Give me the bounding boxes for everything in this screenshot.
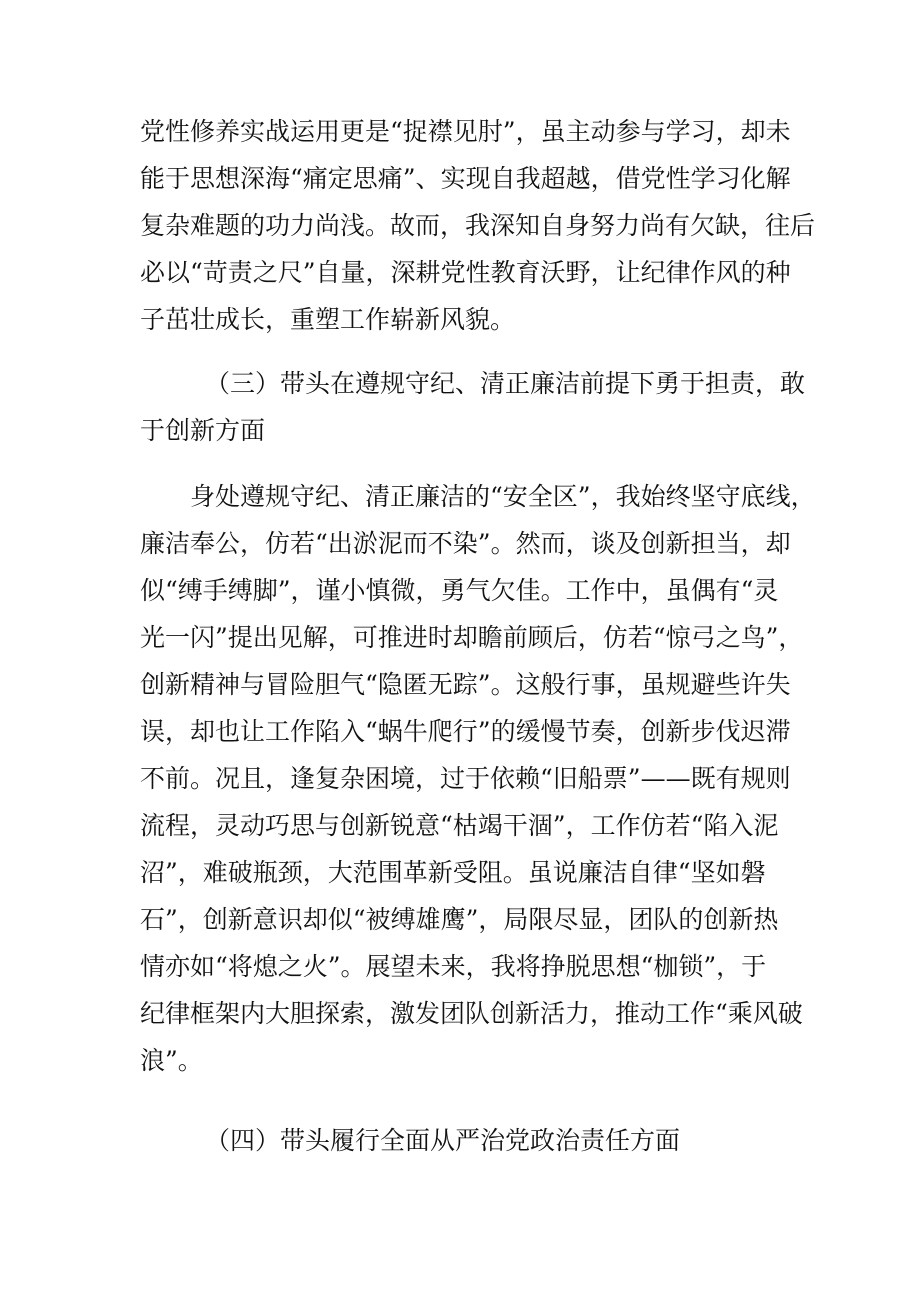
paragraph-line: 身处遵规守纪、清正廉洁的“安全区”，我始终坚守底线， — [190, 482, 816, 511]
section-heading-3-line-2: 于创新方面 — [140, 416, 266, 445]
paragraph-line: 能于思想深海“痛定思痛”、实现自我超越，借党性学习化解 — [140, 164, 791, 193]
paragraph-line: 党性修养实战运用更是“捉襟见肘”，虽主动参与学习，却未 — [140, 117, 791, 146]
paragraph-line: 创新精神与冒险胆气“隐匿无踪”。这般行事，虽规避些许失 — [140, 670, 791, 699]
section-heading-4: （四）带头履行全面从严治党政治责任方面 — [205, 1126, 681, 1155]
paragraph-line: 纪律框架内大胆探索，激发团队创新活力，推动工作“乘风破 — [140, 999, 803, 1028]
paragraph-line: 沼”，难破瓶颈，大范围革新受阻。虽说廉洁自律“坚如磐 — [140, 858, 766, 887]
paragraph-line: 廉洁奉公，仿若“出淤泥而不染”。然而，谈及创新担当，却 — [140, 529, 791, 558]
paragraph-line: 情亦如“将熄之火”。展望未来，我将挣脱思想“枷锁”，于 — [140, 952, 767, 981]
section-heading-3-line-1: （三）带头在遵规守纪、清正廉洁前提下勇于担责，敢 — [205, 369, 806, 398]
paragraph-line: 似“缚手缚脚”，谨小慎微，勇气欠佳。工作中，虽偶有“灵 — [140, 576, 779, 605]
paragraph-line: 子茁壮成长，重塑工作崭新风貌。 — [140, 305, 516, 334]
paragraph-line: 不前。况且，逢复杂困境，过于依赖“旧船票”——既有规则 — [140, 764, 791, 793]
paragraph-line: 流程，灵动巧思与创新锐意“枯竭干涸”，工作仿若“陷入泥 — [140, 811, 779, 840]
paragraph-line: 复杂难题的功力尚浅。故而，我深知自身努力尚有欠缺，往后 — [140, 211, 816, 240]
paragraph-line: 石”，创新意识却似“被缚雄鹰”，局限尽显，团队的创新热 — [140, 905, 779, 934]
paragraph-line: 误，却也让工作陷入“蜗牛爬行”的缓慢节奏，创新步伐迟滞 — [140, 717, 791, 746]
paragraph-line: 浪”。 — [140, 1046, 203, 1075]
paragraph-line: 必以“苛责之尺”自量，深耕党性教育沃野，让纪律作风的种 — [140, 258, 791, 287]
paragraph-line: 光一闪”提出见解，可推进时却瞻前顾后，仿若“惊弓之鸟”， — [140, 623, 804, 652]
